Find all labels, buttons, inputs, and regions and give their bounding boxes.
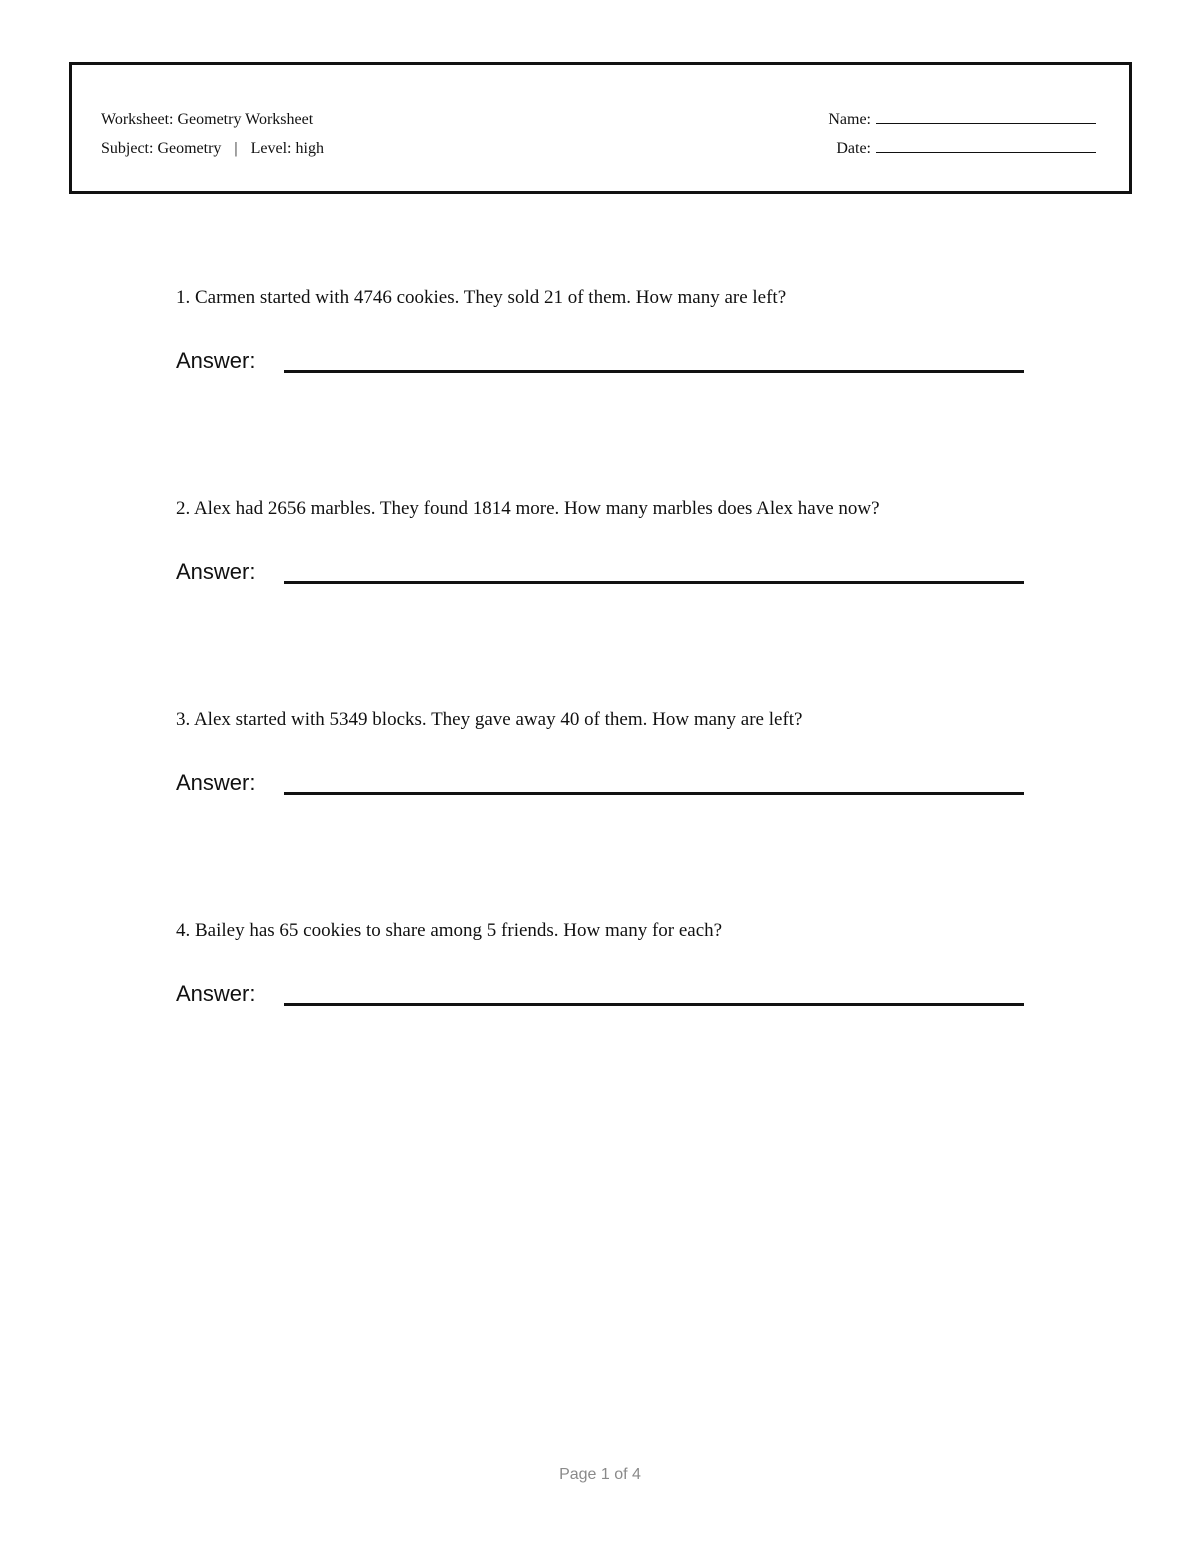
student-fields xyxy=(828,105,1096,163)
answer-label: Answer: xyxy=(176,981,256,1006)
level-value: high xyxy=(295,140,324,157)
name-blank[interactable] xyxy=(876,110,1096,124)
header-separator: | xyxy=(234,140,238,157)
worksheet-title: Geometry Worksheet xyxy=(177,111,314,128)
answer-row[interactable] xyxy=(176,981,1024,1013)
question-3 xyxy=(176,708,1056,795)
answer-label: Answer: xyxy=(176,348,256,373)
answer-line[interactable] xyxy=(284,581,1024,584)
subject-value: Geometry xyxy=(157,140,222,157)
question-1 xyxy=(176,286,1056,373)
worksheet-title-line xyxy=(101,105,324,134)
name-field[interactable] xyxy=(828,105,1096,134)
answer-label: Answer: xyxy=(176,770,256,795)
date-blank[interactable] xyxy=(876,139,1096,153)
question-text: 3. Alex started with 5349 blocks. They gave away 40 of them. How many are left? xyxy=(176,709,803,730)
date-label: Date: xyxy=(836,140,871,157)
question-2 xyxy=(176,497,1056,584)
answer-label: Answer: xyxy=(176,559,256,584)
subject-label: Subject: xyxy=(101,140,154,157)
answer-row[interactable] xyxy=(176,559,1024,591)
name-label: Name: xyxy=(828,111,871,128)
answer-line[interactable] xyxy=(284,792,1024,795)
level-label: Level: xyxy=(250,140,292,157)
question-text: 2. Alex had 2656 marbles. They found 1814 more. How many marbles does Alex have now? xyxy=(176,498,880,519)
date-field[interactable] xyxy=(828,134,1096,163)
answer-row[interactable] xyxy=(176,348,1024,380)
answer-row[interactable] xyxy=(176,770,1024,802)
worksheet-label: Worksheet: xyxy=(101,111,174,128)
subject-level-line xyxy=(101,134,324,163)
question-4 xyxy=(176,919,1056,1006)
question-text: 4. Bailey has 65 cookies to share among 5 friends. How many for each? xyxy=(176,920,723,941)
header-info xyxy=(101,105,324,163)
answer-line[interactable] xyxy=(284,1003,1024,1006)
question-text: 1. Carmen started with 4746 cookies. They sold 21 of them. How many are left? xyxy=(176,287,787,308)
answer-line[interactable] xyxy=(284,370,1024,373)
worksheet-header xyxy=(69,62,1132,194)
page-number: Page 1 of 4 xyxy=(559,1466,641,1483)
